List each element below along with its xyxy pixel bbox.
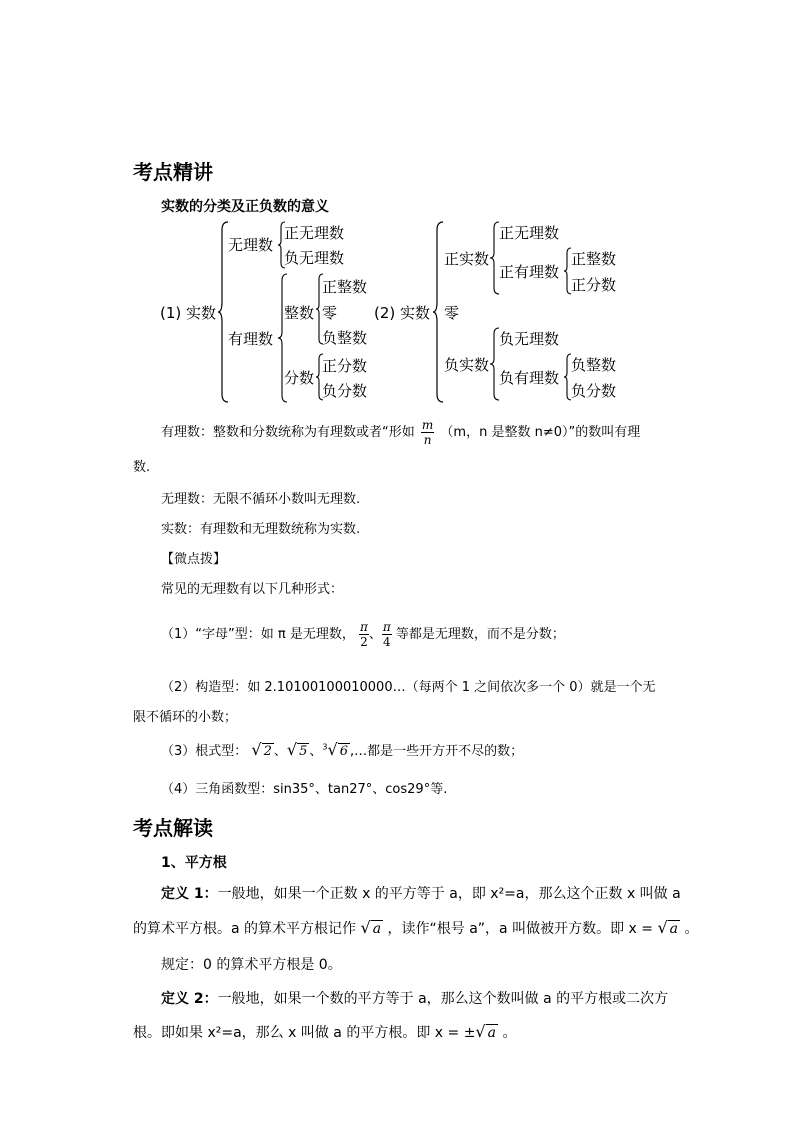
def-rational-text-b: （m，n 是整数 n≠0）”的数叫有理 bbox=[440, 425, 641, 440]
def1-text: 一般地，如果一个正数 x 的平方等于 a，即 x²=a，那么这个正数 x 叫做 a bbox=[217, 886, 681, 902]
tip-item-4: （4）三角函数型：sin35°、tan27°、cos29°等. bbox=[161, 782, 448, 797]
radical-sign-icon: √ bbox=[360, 918, 371, 937]
tip-intro: 常见的无理数有以下几种形式： bbox=[161, 582, 344, 597]
def1-line2-c: 。 bbox=[684, 921, 699, 937]
def-rational-line1 bbox=[161, 418, 640, 447]
fraction-m-over-n bbox=[421, 418, 434, 447]
def2-line2 bbox=[133, 1022, 516, 1042]
tree2-pos-real: 正实数 bbox=[444, 250, 490, 268]
tree2-pos-fraction: 正分数 bbox=[571, 276, 617, 294]
tip-item-3-prefix: （3）根式型： bbox=[161, 744, 248, 759]
sqrt-5: 5 bbox=[299, 744, 308, 759]
tree1-pos-irrational: 正无理数 bbox=[284, 224, 345, 242]
tree1-pos-fraction: 正分数 bbox=[322, 357, 368, 375]
def2-line2-b: 。 bbox=[502, 1025, 517, 1041]
def-real: 实数：有理数和无理数统称为实数. bbox=[161, 522, 361, 537]
def2-label: 定义 2： bbox=[161, 991, 218, 1007]
subsection-title-square-root: 1、平方根 bbox=[161, 855, 227, 871]
def1-line2-b: ，读作“根号 a”，a 叫做被开方数。即 x = bbox=[387, 921, 653, 937]
tree1-pos-integer: 正整数 bbox=[322, 278, 368, 296]
tree1-zero: 零 bbox=[322, 304, 338, 322]
def1-line1 bbox=[161, 883, 681, 903]
tree1-root-label: (1) 实数 bbox=[160, 304, 217, 322]
radical-sign-icon: √ bbox=[657, 918, 668, 937]
def-irrational: 无理数：无限不循环小数叫无理数. bbox=[161, 492, 361, 507]
tip-item-1 bbox=[161, 620, 565, 649]
tree2-root-label: (2) 实数 bbox=[374, 304, 431, 322]
tip-item-2-line2: 限不循环的小数； bbox=[133, 710, 238, 725]
tree2-pos-irrational: 正无理数 bbox=[499, 224, 560, 242]
tree1-rational: 有理数 bbox=[228, 330, 274, 348]
tree1-neg-integer: 负整数 bbox=[322, 329, 368, 347]
tree2-neg-fraction: 负分数 bbox=[571, 382, 617, 400]
sep-1: 、 bbox=[273, 744, 287, 759]
def-rational-text-a: 有理数：整数和分数统称为有理数或者“形如 bbox=[161, 425, 415, 440]
tree1-irrational: 无理数 bbox=[228, 236, 274, 254]
tree2-pos-integer: 正整数 bbox=[571, 250, 617, 268]
radical-sign-icon: √ bbox=[475, 1022, 486, 1041]
subsection-title-real-classification: 实数的分类及正负数的意义 bbox=[161, 199, 329, 215]
fraction-pi-over-4 bbox=[382, 620, 392, 649]
tip-title: 【微点拨】 bbox=[161, 552, 227, 567]
def1-label: 定义 1： bbox=[161, 886, 218, 902]
sqrt-a-3: a bbox=[487, 1025, 496, 1041]
radical-sign-icon: √ bbox=[251, 740, 262, 759]
sqrt-a-1: a bbox=[372, 921, 382, 937]
tip-item-3-suffix: ,…都是一些开方开不尽的数； bbox=[350, 744, 524, 759]
fraction-pi-over-2 bbox=[359, 620, 369, 649]
tree1-fraction: 分数 bbox=[284, 369, 315, 387]
def2-text: 一般地，如果一个数的平方等于 a，那么这个数叫做 a 的平方根或二次方 bbox=[217, 991, 669, 1007]
rule-zero: 规定：0 的算术平方根是 0。 bbox=[161, 957, 342, 973]
tip-item-1-text-a: （1）“字母”型：如 π 是无理数， bbox=[161, 627, 355, 642]
tree2-pos-rational: 正有理数 bbox=[499, 263, 560, 281]
frac-2-den: 2 bbox=[360, 635, 368, 649]
def1-line2-a: 的算术平方根。a 的算术平方根记作 bbox=[133, 921, 357, 937]
def-rational-line2: 数. bbox=[133, 460, 151, 475]
def1-line2 bbox=[133, 918, 698, 938]
tip-item-1-comma: 、 bbox=[368, 627, 382, 642]
radical-sign-icon: √ bbox=[286, 740, 298, 759]
tree2-neg-irrational: 负无理数 bbox=[499, 330, 560, 348]
tip-item-2-line1: （2）构造型：如 2.10100100010000…（每两个 1 之间依次多一个 0）就是一个无 bbox=[161, 680, 656, 695]
cbrt-6: 6 bbox=[339, 744, 348, 759]
frac-pi-num-1: π bbox=[359, 620, 368, 634]
radical-sign-icon: √ bbox=[327, 740, 338, 759]
tip-item-3 bbox=[161, 740, 523, 759]
tree2-neg-integer: 负整数 bbox=[571, 356, 617, 374]
tree1-integer: 整数 bbox=[284, 304, 315, 322]
tree1-neg-irrational: 负无理数 bbox=[284, 249, 345, 267]
frac-denominator: n bbox=[423, 433, 432, 447]
tree1-neg-fraction: 负分数 bbox=[322, 382, 368, 400]
sqrt-2: 2 bbox=[263, 744, 272, 759]
frac-4-den: 4 bbox=[383, 635, 391, 649]
section-title-key-points: 考点精讲 bbox=[133, 160, 213, 184]
cube-root-index: 3 bbox=[322, 742, 328, 752]
frac-pi-num-2: π bbox=[382, 620, 391, 634]
def2-line2-a: 根。即如果 x²=a，那么 x 叫做 a 的平方根。即 x = ± bbox=[133, 1025, 476, 1041]
tree2-zero: 零 bbox=[444, 304, 460, 322]
tree2-neg-rational: 负有理数 bbox=[499, 369, 560, 387]
sqrt-a-2: a bbox=[669, 921, 678, 937]
tip-item-1-text-b: 等都是无理数，而不是分数； bbox=[395, 627, 565, 642]
def2-line1 bbox=[161, 988, 668, 1008]
frac-numerator: m bbox=[421, 418, 434, 432]
tree2-neg-real: 负实数 bbox=[444, 356, 490, 374]
sep-2: 、 bbox=[309, 744, 323, 759]
section-title-interpretation: 考点解读 bbox=[133, 816, 213, 840]
